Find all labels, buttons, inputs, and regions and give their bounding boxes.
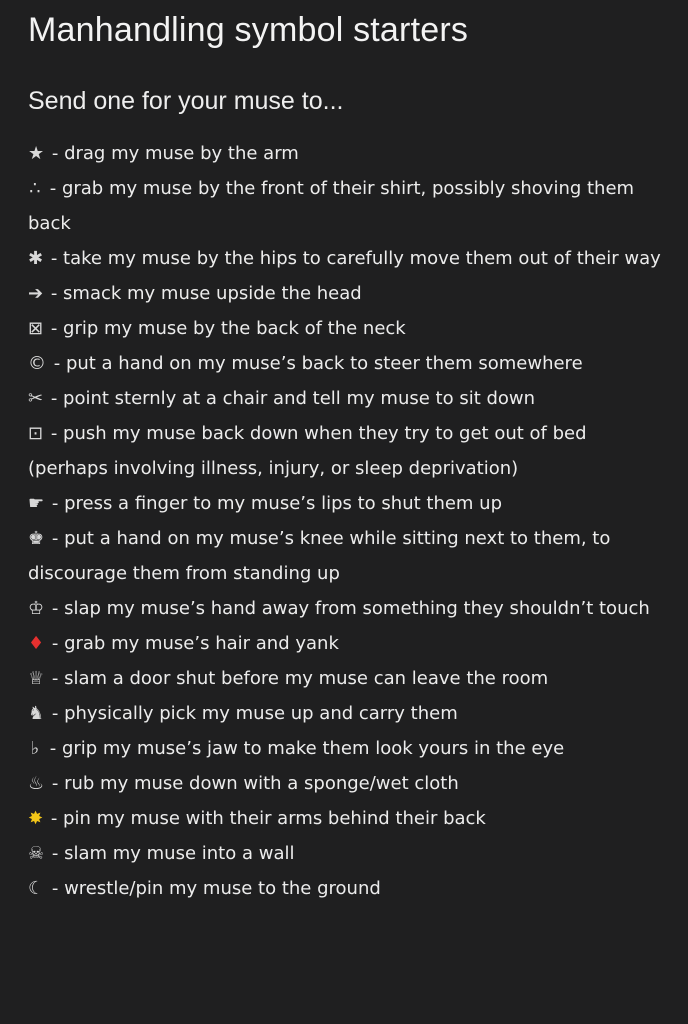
list-item (28, 871, 668, 906)
dots-icon: ∴ (29, 178, 41, 199)
list-item (28, 731, 668, 766)
subtitle: Send one for your muse to... (28, 87, 344, 115)
list-item-text: - rub my muse down with a sponge/wet cloth (46, 773, 459, 794)
list-item (28, 171, 668, 241)
list-item-text: - push my muse back down when they try to get out of bed (perhaps involving illness, injury, or sleep deprivation) (28, 423, 587, 479)
list-item (28, 136, 668, 171)
list-item-text: - grab my muse’s hair and yank (46, 633, 339, 654)
starter-list (28, 136, 668, 906)
list-item (28, 241, 668, 276)
list-item-text: - grab my muse by the front of their shirt, possibly shoving them back (28, 178, 635, 234)
list-item-text: - physically pick my muse up and carry them (46, 703, 458, 724)
scissors-icon: ✂ (28, 388, 44, 409)
chess-king-icon: ♚ (28, 528, 45, 549)
list-item-text: - point sternly at a chair and tell my muse to sit down (45, 388, 536, 409)
list-item-text: - grip my muse’s jaw to make them look yours in the eye (44, 738, 565, 759)
list-item (28, 346, 668, 381)
list-item-text: - slam a door shut before my muse can leave the room (46, 668, 549, 689)
list-item (28, 836, 668, 871)
boxed-x-icon: ⊠ (28, 318, 44, 339)
star-icon: ★ (28, 143, 45, 164)
list-item-text: - slap my muse’s hand away from something they shouldn’t touch (46, 598, 650, 619)
list-item-text: - put a hand on my muse’s back to steer them somewhere (48, 353, 583, 374)
list-item (28, 626, 668, 661)
flat-icon: ♭ (30, 738, 40, 759)
crown-icon: ♔ (28, 598, 45, 619)
list-item (28, 766, 668, 801)
list-item-text: - press a finger to my muse’s lips to shut them up (46, 493, 503, 514)
list-item (28, 696, 668, 731)
list-item (28, 521, 668, 591)
asterisk-icon: ✱ (28, 248, 44, 269)
skull-icon: ☠ (28, 843, 45, 864)
moon-icon: ☾ (28, 878, 45, 899)
diamond-icon: ♦ (28, 633, 45, 654)
boxed-dot-icon: ⊡ (28, 423, 44, 444)
list-item-text: - put a hand on my muse’s knee while sitting next to them, to discourage them from standing up (28, 528, 611, 584)
sun-icon: ✸ (28, 808, 44, 829)
list-item-text: - drag my muse by the arm (46, 143, 299, 164)
queen-icon: ♕ (28, 668, 45, 689)
page-title: Manhandling symbol starters (28, 11, 469, 49)
list-item-text: - grip my muse by the back of the neck (45, 318, 406, 339)
list-item-text: - slam my muse into a wall (46, 843, 295, 864)
list-item-text: - take my muse by the hips to carefully move them out of their way (45, 248, 661, 269)
list-item (28, 276, 668, 311)
list-item (28, 591, 668, 626)
list-item (28, 801, 668, 836)
document (28, 8, 668, 906)
knight-icon: ♞ (28, 703, 45, 724)
list-item-text: - smack my muse upside the head (45, 283, 362, 304)
pointing-hand-icon: ☛ (28, 493, 45, 514)
list-item (28, 486, 668, 521)
list-item (28, 661, 668, 696)
list-item (28, 416, 668, 486)
copyright-icon: © (28, 353, 46, 374)
list-item-text: - pin my muse with their arms behind their back (45, 808, 486, 829)
arrow-icon: ➔ (28, 283, 44, 304)
list-item-text: - wrestle/pin my muse to the ground (46, 878, 381, 899)
hot-springs-icon: ♨ (28, 773, 45, 794)
list-item (28, 381, 668, 416)
list-item (28, 311, 668, 346)
